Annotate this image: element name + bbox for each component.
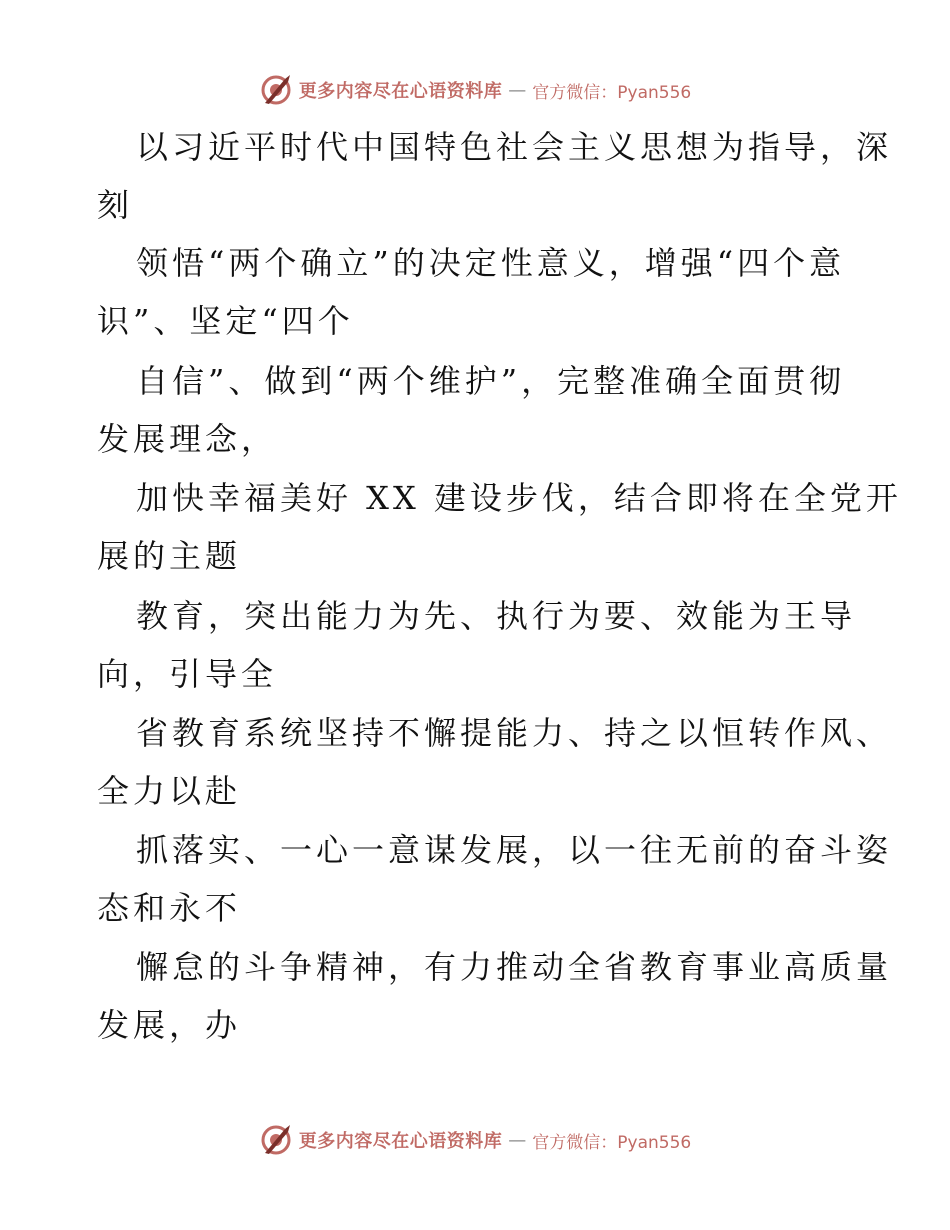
quill-logo-icon (259, 73, 293, 107)
footer-watermark (0, 1120, 950, 1160)
text-line-14: 态和永不 (97, 889, 242, 927)
text-line-16: 发展，办 (97, 1006, 242, 1044)
header-watermark-main: 更多内容尽在心语资料库 (298, 81, 503, 102)
text-line-11: 省教育系统坚持不懈提能力、持之以恒转作风、 (136, 714, 893, 752)
text-line-3: 领悟“两个确立”的决定性意义，增强“四个意 (136, 244, 846, 282)
text-line-2: 刻 (97, 186, 134, 224)
text-line-4: 识”、坚定“四个 (97, 302, 354, 340)
text-line-9: 教育，突出能力为先、执行为要、效能为王导 (136, 597, 857, 635)
text-line-7: 加快幸福美好 XX 建设步伐，结合即将在全党开 (136, 479, 902, 517)
quill-logo-icon (259, 1123, 293, 1157)
text-line-10: 向，引导全 (97, 655, 278, 693)
footer-watermark-sub: 官方微信：Pyan556 (532, 1132, 692, 1153)
text-line-8: 展的主题 (97, 537, 242, 575)
text-line-6: 发展理念， (97, 420, 278, 458)
header-watermark (0, 70, 950, 110)
footer-watermark-main: 更多内容尽在心语资料库 (298, 1131, 503, 1152)
text-line-15: 懈怠的斗争精神，有力推动全省教育事业高质量 (136, 948, 893, 986)
text-line-5: 自信”、做到“两个维护”，完整准确全面贯彻 (136, 362, 846, 400)
text-line-1: 以习近平时代中国特色社会主义思想为指导，深 (136, 128, 893, 166)
header-watermark-sep: — (508, 79, 527, 101)
header-watermark-sub: 官方微信：Pyan556 (532, 82, 692, 103)
text-line-13: 抓落实、一心一意谋发展，以一往无前的奋斗姿 (136, 831, 893, 869)
footer-watermark-sep: — (508, 1129, 527, 1151)
text-line-12: 全力以赴 (97, 772, 242, 810)
